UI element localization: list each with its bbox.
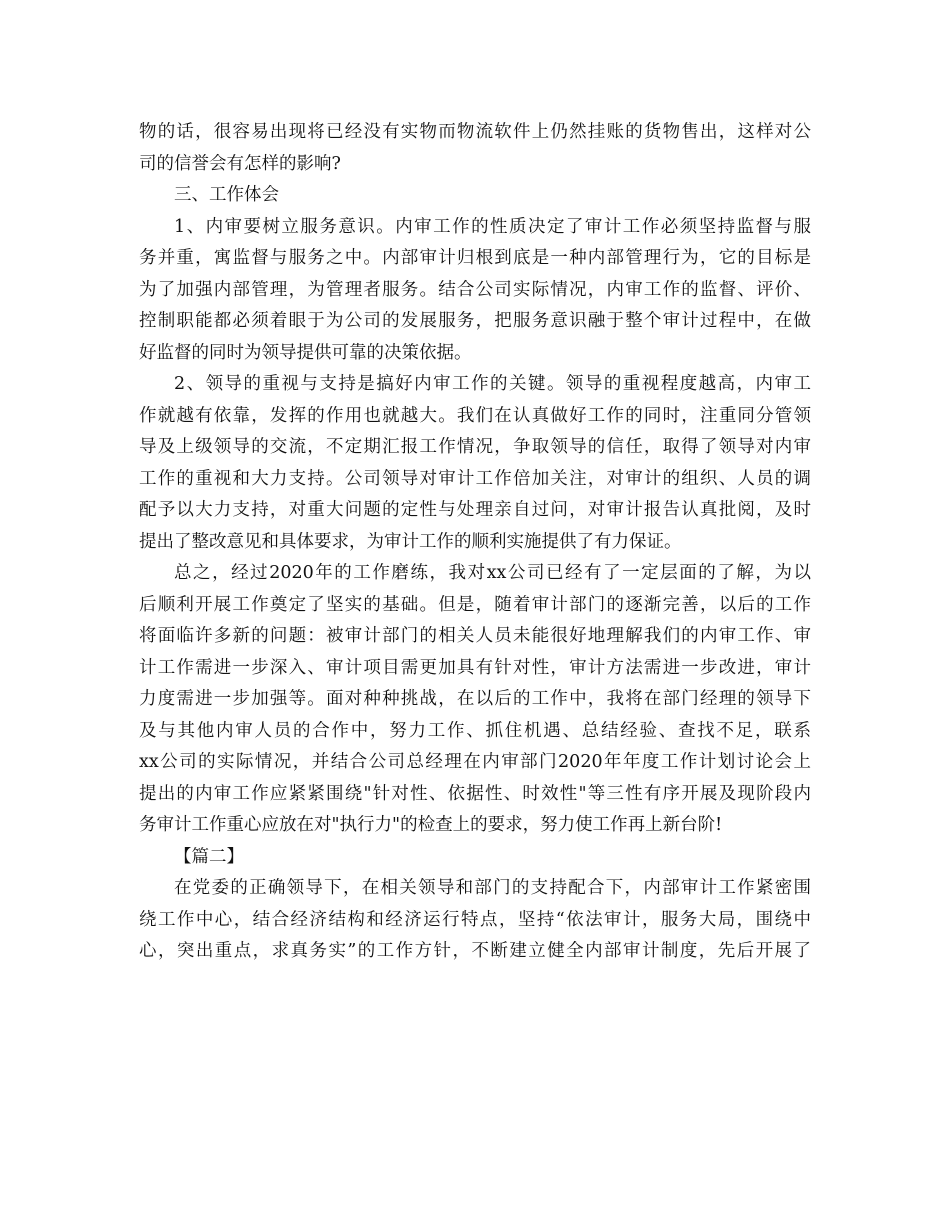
text-line: 提出的内审工作应紧紧围绕"针对性、依据性、时效性"等三性有序开展及现阶段内 [139, 783, 811, 804]
text-line: 务审计工作重心应放在对"执行力"的检查上的要求，努力使工作再上新台阶! [139, 815, 723, 835]
text-line: 好监督的同时为领导提供可靠的决策依据。 [139, 342, 472, 363]
text-line: 总之，经过2020年的工作磨练，我对xx公司已经有了一定层面的了解，为以 [174, 563, 811, 583]
text-line: 【篇二】 [174, 846, 244, 867]
text-line: 及与其他内审人员的合作中，努力工作、抓住机遇、总结经验、查找不足，联系 [139, 720, 811, 741]
text-line: 务并重，寓监督与服务之中。内部审计归根到底是一种内部管理行为，它的目标是 [139, 248, 811, 268]
document-body [139, 117, 811, 968]
text-line: 绕工作中心，结合经济结构和经济运行特点，坚持“依法审计，服务大局，围绕中 [139, 909, 811, 930]
text-line: 司的信誉会有怎样的影响? [139, 153, 341, 174]
text-line: 作就越有依靠，发挥的作用也就越大。我们在认真做好工作的同时，注重同分管领 [139, 405, 811, 426]
text-line: 三、工作体会 [174, 185, 279, 205]
text-line: 2、领导的重视与支持是搞好内审工作的关键。领导的重视程度越高，内审工 [174, 374, 811, 394]
text-line: 后顺利开展工作奠定了坚实的基础。但是，随着审计部门的逐渐完善，以后的工作 [139, 594, 811, 615]
text-line: 力度需进一步加强等。面对种种挑战，在以后的工作中，我将在部门经理的领导下 [139, 689, 811, 709]
text-line: 物的话，很容易出现将已经没有实物而物流软件上仍然挂账的货物售出，这样对公 [139, 122, 811, 142]
text-line: 计工作需进一步深入、审计项目需更加具有针对性，审计方法需进一步改进，审计 [139, 657, 811, 678]
text-line: 在党委的正确领导下，在相关领导和部门的支持配合下，内部审计工作紧密围 [174, 878, 811, 898]
text-line: 为了加强内部管理，为管理者服务。结合公司实际情况，内审工作的监督、评价、 [139, 279, 811, 300]
text-line: 控制职能都必须着眼于为公司的发展服务，把服务意识融于整个审计过程中，在做 [139, 311, 811, 331]
text-line: 心，突出重点，求真务实”的工作方针，不断建立健全内部审计制度，先后开展了 [139, 941, 811, 961]
text-line: 将面临许多新的问题：被审计部门的相关人员未能很好地理解我们的内审工作、审 [139, 626, 811, 646]
text-line: xx公司的实际情况，并结合公司总经理在内审部门2020年年度工作计划讨论会上 [139, 752, 811, 772]
text-line: 工作的重视和大力支持。公司领导对审计工作倍加关注，对审计的组织、人员的调 [139, 468, 811, 489]
text-line: 提出了整改意见和具体要求，为审计工作的顺利实施提供了有力保证。 [139, 531, 682, 552]
text-line: 导及上级领导的交流，不定期汇报工作情况，争取领导的信任，取得了领导对内审 [139, 437, 811, 457]
text-line: 配予以大力支持，对重大问题的定性与处理亲自过问，对审计报告认真批阅，及时 [139, 500, 811, 520]
text-line: 1、内审要树立服务意识。内审工作的性质决定了审计工作必须坚持监督与服 [174, 216, 811, 237]
